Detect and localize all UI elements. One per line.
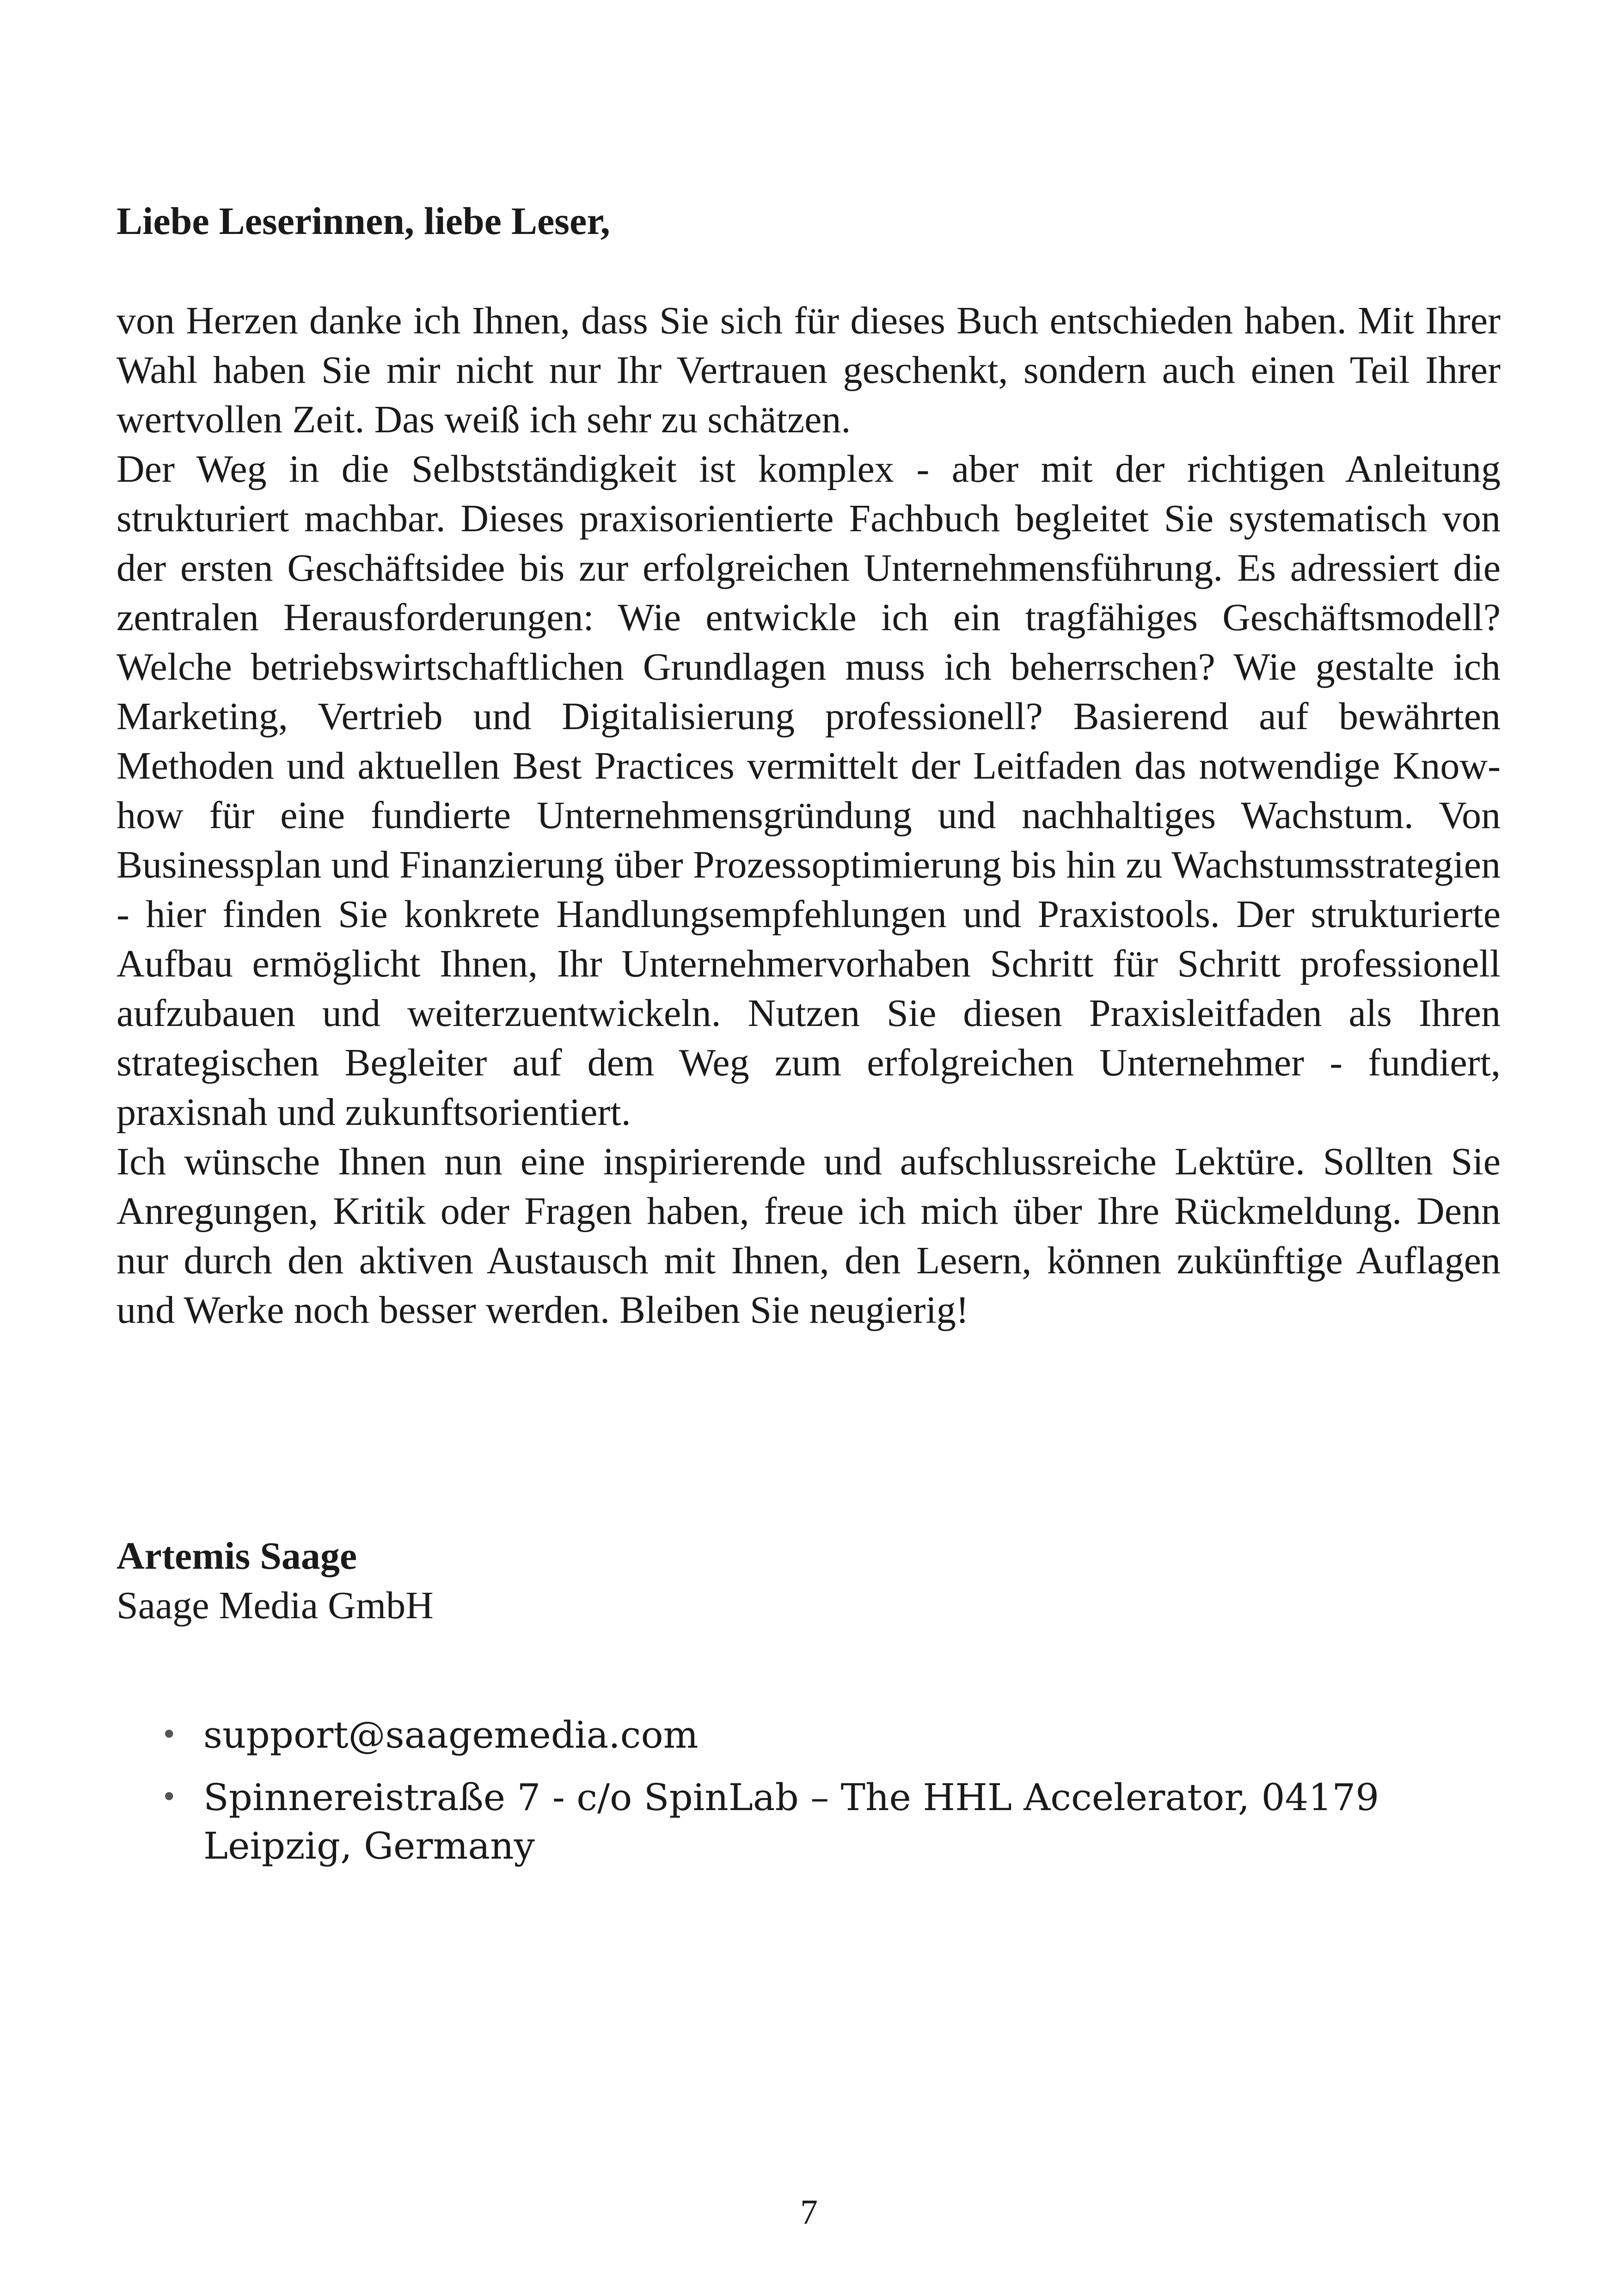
contact-item-email [157, 1711, 1498, 1759]
address-line-city: Leipzig, Germany [203, 1824, 535, 1867]
address-line-street: Spinnereistraße 7 - c/o SpinLab – The HHL Accelerator, 04179 [203, 1776, 1379, 1819]
letter-greeting: Liebe Leserinnen, liebe Leser, [116, 200, 610, 243]
signature-block [116, 1531, 434, 1630]
contact-list [157, 1711, 1498, 1884]
bullet-icon: • [161, 1719, 178, 1751]
author-name: Artemis Saage [116, 1535, 357, 1578]
contact-item-address [157, 1773, 1498, 1870]
paragraph-closing-wishes: Ich wünsche Ihnen nun eine inspirierende und aufschlussreiche Lektüre. Sollten Sie Anregungen, Kritik oder Fragen haben, freue ich mich über Ihre Rückmeldung. Denn nur durch den aktiven Austausch mit Ihnen, den Lesern, können zukünftige Auflagen und Werke noch besser werden. Bleiben Sie neugierig! [116, 1140, 1501, 1332]
page-number: 7 [800, 2193, 818, 2232]
paragraph-book-description: Der Weg in die Selbstständigkeit ist komplex - aber mit der richtigen Anleitung strukturiert machbar. Dieses praxisorientierte Fachbuch begleitet Sie systematisch von der ersten Geschäftsidee bis zur erfolgreichen Unternehmensführung. Es adressiert die zentralen Herausforderungen: Wie entwickle ich ein tragfähiges Geschäftsmodell? Welche betriebswirtschaftlichen Grundlagen muss ich beherrschen? Wie gestalte ich Marketing, Vertrieb und Digitalisierung professionell? Basierend auf bewährten Methoden und aktuellen Best Practices vermittelt der Leitfaden das notwendige Know-how für eine fundierte Unternehmensgründung und nachhaltiges Wachstum. Von Businessplan und Finanzierung über Prozessoptimierung bis hin zu Wachstumsstrategien - hier finden Sie konkrete Handlungsempfehlungen und Praxistools. Der strukturierte Aufbau ermöglicht Ihnen, Ihr Unternehmervorhaben Schritt für Schritt professionell aufzubauen und weiterzuentwickeln. Nutzen Sie diesen Praxisleitfaden als Ihren strategischen Begleiter auf dem Weg zum erfolgreichen Unternehmer - fundiert, praxisnah und zukunftsorientiert. [116, 448, 1501, 1134]
letter-body [116, 296, 1501, 1335]
support-email: support@saagemedia.com [203, 1713, 699, 1756]
bullet-icon: • [161, 1781, 178, 1813]
company-name: Saage Media GmbH [116, 1584, 434, 1627]
paragraph-thanks: von Herzen danke ich Ihnen, dass Sie sich für dieses Buch entschieden haben. Mit Ihrer Wahl haben Sie mir nicht nur Ihr Vertrauen geschenkt, sondern auch einen Teil Ihrer wertvollen Zeit. Das weiß ich sehr zu schätzen. [116, 299, 1501, 441]
